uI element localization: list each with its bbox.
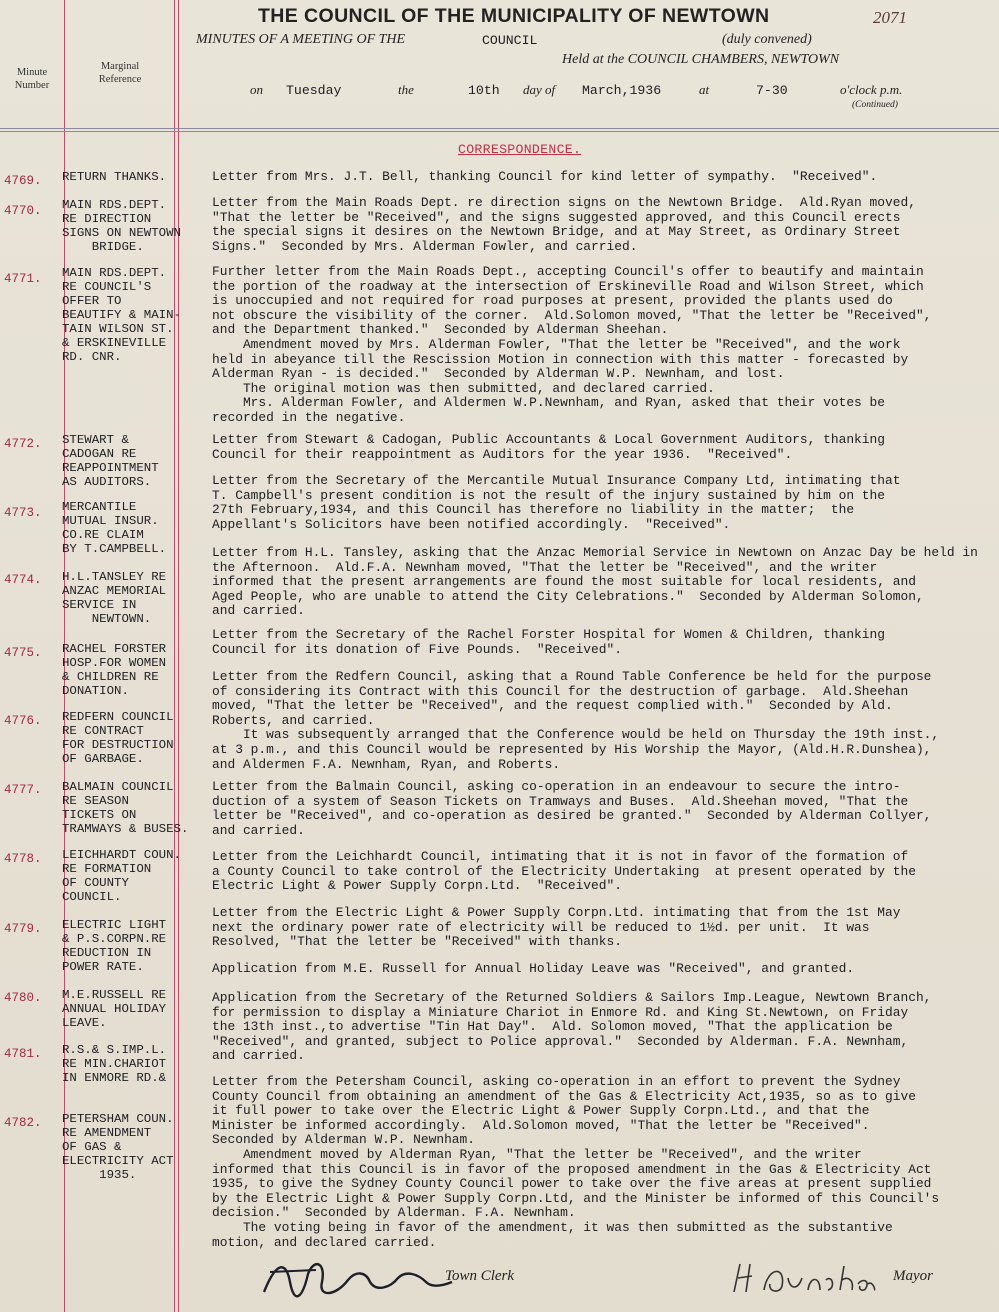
header-divider [0, 128, 999, 129]
minute-number: 4780. [4, 991, 42, 1005]
continued-label: (Continued) [852, 100, 898, 110]
mayor-signature [728, 1258, 878, 1298]
minute-number: 4777. [4, 783, 42, 797]
column-header-minute-number: Minute Number [14, 67, 50, 91]
town-clerk-signature [256, 1252, 456, 1308]
meeting-day: 10th [468, 83, 500, 98]
minute-number: 4781. [4, 1047, 42, 1061]
marginal-reference: MAIN RDS.DEPT. RE COUNCIL'S OFFER TO BEAUTIFY & MAIN- TAIN WILSON ST. & ERSKINEVILLE RD. CNR. [62, 266, 181, 364]
town-clerk-label: Town Clerk [445, 1268, 515, 1284]
marginal-reference: PETERSHAM COUN. RE AMENDMENT OF GAS & ELECTRICITY ACT 1935. [62, 1112, 174, 1182]
the-label: the [398, 82, 414, 97]
meeting-weekday: Tuesday [286, 83, 342, 98]
minute-number: 4778. [4, 852, 42, 866]
marginal-reference: LEICHHARDT COUN. RE FORMATION OF COUNTY COUNCIL. [62, 848, 181, 904]
minute-body: Letter from the Electric Light & Power Supply Corpn.Ltd. intimating that from the 1st May next the ordinary power rate of electricity will be reduced to 1½d. per unit. It was Resolved, "That the letter be "Received" with thanks. [212, 905, 901, 950]
on-label: on [250, 82, 263, 97]
marginal-reference: R.S.& S.IMP.L. RE MIN.CHARIOT IN ENMORE RD.& [62, 1043, 167, 1085]
minute-number: 4776. [4, 714, 42, 728]
minute-body: Letter from the Secretary of the Rachel Forster Hospital for Women & Children, thanking Council for its donation of Five Pounds. "Received". [212, 627, 886, 657]
minute-body: Application from M.E. Russell for Annual Holiday Leave was "Received", and granted. [212, 961, 855, 976]
minute-number: 4782. [4, 1116, 42, 1130]
marginal-reference: BALMAIN COUNCIL RE SEASON TICKETS ON TRAMWAYS & BUSES. [62, 780, 189, 836]
meeting-type: COUNCIL [482, 33, 538, 48]
day-of-label: day of [523, 82, 556, 97]
minute-body: Letter from Stewart & Cadogan, Public Accountants & Local Government Auditors, thanking Council for their reappointment as Auditors for the year 1936. "Received". [212, 432, 886, 462]
minute-body: Letter from H.L. Tansley, asking that the Anzac Memorial Service in Newtown on Anzac Day be held in the Afternoon. Ald.F.A. Newnham moved, "That the letter be "Received", and the writer informed that the present arrangements are found the most suitable for local residents, and Aged People, who are unable to attend the City Celebrations." Seconded by Alderman Solomon, and carried. [212, 545, 978, 619]
marginal-reference: RACHEL FORSTER HOSP.FOR WOMEN & CHILDREN RE DONATION. [62, 642, 167, 698]
header-divider-double [0, 131, 999, 132]
minute-number: 4769. [4, 174, 42, 188]
marginal-reference: REDFERN COUNCIL RE CONTRACT FOR DESTRUCTION OF GARBAGE. [62, 710, 174, 766]
minute-body: Letter from the Balmain Council, asking co-operation in an endeavour to secure the intro- duction of a system of Season Tickets on Tramways and Buses. Ald.Sheehan moved, "That the letter be "Received", and co-operation as desired be granted." Seconded by Alderman Collyer, and carried. [212, 779, 932, 838]
marginal-reference: M.E.RUSSELL RE ANNUAL HOLIDAY LEAVE. [62, 988, 167, 1030]
oclock-label: o'clock p.m. [840, 82, 903, 97]
minute-number: 4770. [4, 204, 42, 218]
folio-number: 2071 [873, 8, 907, 27]
minute-body: Letter from the Redfern Council, asking that a Round Table Conference be held for the purpose of considering its Contract with this Council for the destruction of garbage. Ald.Sheehan moved, "That the letter be "Received", and the request complied with." Seconded by Ald. Roberts, and carried. It was subsequently arranged that the Conference would be held on Thursday the 19th inst., at 3 p.m., and this Council would be represented by His Worship the Mayor, (Ald.H.R.Dunshea), and Aldermen F.A. Newnham, Ryan, and Roberts. [212, 669, 940, 772]
marginal-reference: MERCANTILE MUTUAL INSUR. CO.RE CLAIM BY T.CAMPBELL. [62, 500, 167, 556]
held-at-label: Held at the COUNCIL CHAMBERS, NEWTOWN [562, 52, 840, 67]
minute-number: 4779. [4, 922, 42, 936]
meeting-month-year: March,1936 [582, 83, 662, 98]
mayor-label: Mayor [893, 1268, 933, 1284]
minute-body: Further letter from the Main Roads Dept., accepting Council's offer to beautify and maintain the portion of the roadway at the intersection of Erskineville Road and Wilson Street, which is unoccupied and not required for road purposes at present, provided the plants used do not obscure the visibility of the corner. Ald.Solomon moved, "That the letter be "Received", and the Department thanked." Seconded by Alderman Sheehan. Amendment moved by Mrs. Alderman Fowler, "That the letter be "Received", and the work held in abeyance till the Rescission Motion in connection with this matter - forecasted by Alderman Ryan - is decided." Seconded by Alderman W.P. Newnham, and lost. The original motion was then submitted, and declared carried. Mrs. Alderman Fowler, and Aldermen W.P.Newnham, and Ryan, asked that their votes be recorded in the negative. [212, 264, 932, 425]
minutes-of-label: MINUTES OF A MEETING OF THE [196, 32, 406, 47]
section-title: CORRESPONDENCE. [458, 142, 582, 157]
minute-number: 4771. [4, 272, 42, 286]
minute-body: Letter from the Petersham Council, asking co-operation in an effort to prevent the Sydney County Council from obtaining an amendment of the Gas & Electricity Act,1935, so as to give it full power to take over the Electric Light & Power Supply Corpn.Ltd., and that the Minister be informed accordingly. Ald.Solomon moved, "That the letter be "Received". Seconded by Alderman W.P. Newnham. Amendment moved by Alderman Ryan, "That the letter be "Received", and the writer informed that this Council is in favor of the proposed amendment in the Gas & Electricity Act 1935, to give the Sydney County Council power to take over the five areas at present supplied by the Electric Light & Power Supply Corpn.Ltd, and the Minister be informed of this Council's decision." Seconded by Alderman. F.A. Newnham. The voting being in favor of the amendment, it was then submitted as the substantive motion, and declared carried. [212, 1074, 940, 1250]
at-label: at [699, 82, 710, 97]
marginal-reference: RETURN THANKS. [62, 170, 167, 184]
minute-number: 4772. [4, 437, 42, 451]
meeting-time: 7-30 [756, 83, 788, 98]
marginal-reference: MAIN RDS.DEPT. RE DIRECTION SIGNS ON NEWTOWN BRIDGE. [62, 198, 181, 254]
marginal-reference: ELECTRIC LIGHT & P.S.CORPN.RE REDUCTION IN POWER RATE. [62, 918, 167, 974]
minute-body: Letter from the Leichhardt Council, intimating that it is not in favor of the formation of a County Council to take control of the Electricity Undertaking at present operated by the Electric Light & Power Supply Corpn.Ltd. "Received". [212, 849, 916, 894]
minute-number: 4774. [4, 573, 42, 587]
duly-convened-label: (duly convened) [722, 32, 812, 47]
minute-number: 4773. [4, 506, 42, 520]
minute-body: Letter from Mrs. J.T. Bell, thanking Council for kind letter of sympathy. "Received". [212, 169, 878, 184]
column-header-marginal-reference: Marginal Reference [98, 61, 142, 85]
minute-body: Application from the Secretary of the Returned Soldiers & Sailors Imp.League, Newtown Branch, for permission to display a Miniature Chariot in Enmore Rd. and King St.Newtown, on Friday the 13th inst.,to advertise "Tin Hat Day". Ald. Solomon moved, "That the application be "Received", and granted, subject to Police approval." Seconded by Alderman. F.A. Newnham, and carried. [212, 990, 932, 1064]
minute-body: Letter from the Secretary of the Mercantile Mutual Insurance Company Ltd, intimating that T. Campbell's present condition is not the result of the injury sustained by him on the 27th February,1934, and this Council has therefore no liability in the matter; the Appellant's Solicitors have been notified accordingly. "Received". [212, 473, 901, 532]
minute-body: Letter from the Main Roads Dept. re direction signs on the Newtown Bridge. Ald.Ryan moved, "That the letter be "Received", and the signs suggested approved, and this Council erects the special signs it desires on the Newtown Bridge, and at May Street, as Ordinary Street Signs." Seconded by Mrs. Alderman Fowler, and carried. [212, 195, 916, 254]
marginal-reference: H.L.TANSLEY RE ANZAC MEMORIAL SERVICE IN NEWTOWN. [62, 570, 167, 626]
page-title: THE COUNCIL OF THE MUNICIPALITY OF NEWTOWN [258, 5, 770, 27]
minute-number: 4775. [4, 646, 42, 660]
marginal-reference: STEWART & CADOGAN RE REAPPOINTMENT AS AUDITORS. [62, 433, 159, 489]
